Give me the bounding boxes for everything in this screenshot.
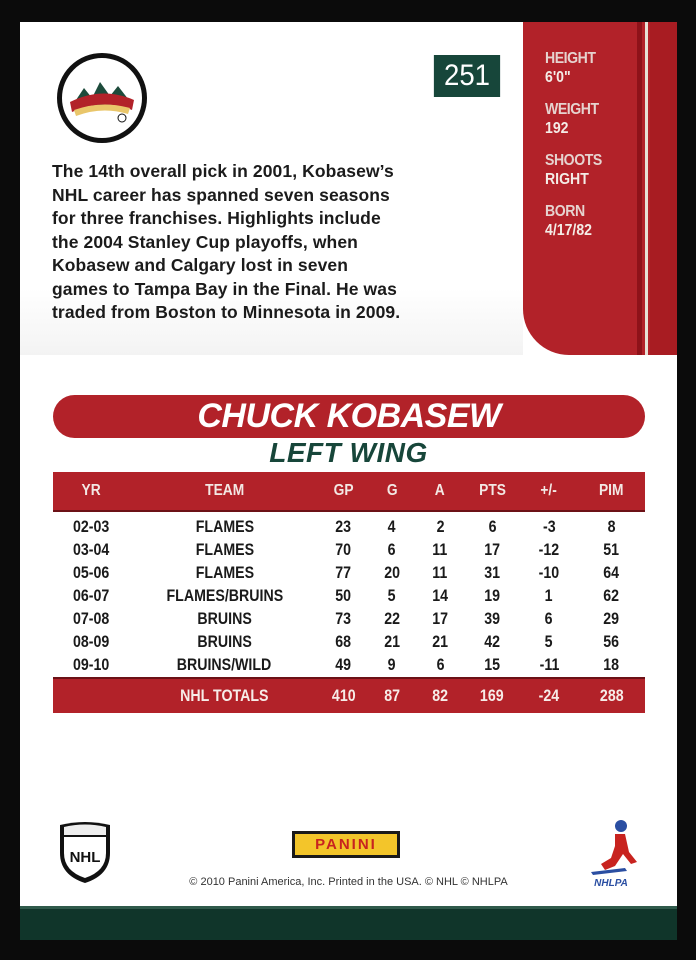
- cell-plus-minus: 6: [545, 610, 553, 628]
- cell-yr: 09-10: [73, 656, 110, 674]
- weight-label: WEIGHT: [545, 101, 599, 118]
- cell-pts: 15: [484, 656, 501, 674]
- svg-text:NHLPA: NHLPA: [594, 878, 628, 889]
- card-back: [20, 22, 677, 940]
- table-row: [53, 654, 645, 678]
- born-value: 4/17/82: [545, 222, 592, 239]
- cell-yr: 03-04: [73, 541, 110, 559]
- cell-team: FLAMES: [195, 541, 254, 559]
- stats-table: [53, 472, 645, 713]
- cell-pim: 29: [603, 610, 620, 628]
- cell-gp: 68: [335, 633, 352, 651]
- born-label: BORN: [545, 203, 585, 220]
- cell-pts: 17: [484, 541, 501, 559]
- cell-a: 17: [432, 610, 449, 628]
- cell-a: 6: [436, 656, 445, 674]
- player-position: LEFT WING: [269, 437, 428, 468]
- table-row: [53, 585, 645, 608]
- cell-a: 11: [432, 541, 448, 559]
- cell-g: 20: [383, 564, 400, 582]
- cell-gp: 77: [335, 564, 352, 582]
- cell-pim: 62: [603, 587, 620, 605]
- stats-header-row: [53, 472, 645, 511]
- player-name: CHUCK KOBASEW: [53, 395, 645, 438]
- table-row: [53, 562, 645, 585]
- cell-yr: 08-09: [73, 633, 110, 651]
- cell-pts: 42: [484, 633, 501, 651]
- cell-g: 4: [387, 518, 396, 536]
- cell-g: 6: [387, 541, 396, 559]
- table-row: [53, 511, 645, 539]
- cell-a: 21: [432, 633, 449, 651]
- table-row: [53, 631, 645, 654]
- cell-yr: 06-07: [73, 587, 110, 605]
- cell-pim: 18: [603, 656, 620, 674]
- header-team: TEAM: [130, 472, 319, 511]
- bio-line: NHL career has spanned seven seasons: [52, 184, 390, 205]
- cell-pim: 56: [603, 633, 620, 651]
- bottom-band: [20, 906, 677, 940]
- cell-team: FLAMES: [195, 518, 254, 536]
- bio-line: traded from Boston to Minnesota in 2009.: [52, 302, 401, 322]
- cell-yr: 07-08: [73, 610, 110, 628]
- vitals-list: [545, 50, 635, 254]
- table-row: [53, 539, 645, 562]
- total-pim: 288: [578, 678, 645, 713]
- cell-gp: 73: [335, 610, 352, 628]
- cell-team: BRUINS/WILD: [177, 656, 272, 674]
- header-pts: PTS: [464, 472, 520, 511]
- cell-plus-minus: -3: [542, 518, 556, 536]
- cell-g: 9: [387, 656, 396, 674]
- total-yr: [53, 678, 130, 713]
- cell-gp: 23: [335, 518, 352, 536]
- header-a: A: [416, 472, 464, 511]
- cell-a: 2: [436, 518, 445, 536]
- copyright-text: © 2010 Panini America, Inc. Printed in the USA. © NHL © NHLPA: [189, 876, 508, 888]
- cell-team: BRUINS: [197, 610, 252, 628]
- bio-line: Kobasew and Calgary lost in seven: [52, 255, 349, 275]
- cell-pim: 8: [607, 518, 616, 536]
- cell-gp: 49: [335, 656, 352, 674]
- total-plus-minus: -24: [520, 678, 578, 713]
- bio-line: the 2004 Stanley Cup playoffs, when: [52, 231, 358, 252]
- header-g: G: [368, 472, 416, 511]
- cell-pim: 51: [603, 541, 620, 559]
- cell-g: 21: [383, 633, 400, 651]
- bio-line: The 14th overall pick in 2001, Kobasew’s: [52, 161, 394, 181]
- panini-logo: PANINI: [292, 831, 400, 858]
- cell-plus-minus: -11: [539, 656, 559, 674]
- table-row: [53, 608, 645, 631]
- cell-g: 5: [387, 587, 396, 605]
- shoots-label: SHOOTS: [545, 152, 602, 169]
- shoots-value: RIGHT: [545, 171, 589, 188]
- cell-pts: 6: [488, 518, 497, 536]
- cell-yr: 05-06: [73, 564, 110, 582]
- cell-pts: 31: [484, 564, 501, 582]
- header-gp: GP: [319, 472, 368, 511]
- card-number: 251: [434, 55, 500, 97]
- cell-a: 14: [432, 587, 449, 605]
- cell-pts: 39: [484, 610, 501, 628]
- svg-text:NHL: NHL: [69, 849, 101, 866]
- vitals-panel: [523, 22, 677, 355]
- bio-text: [52, 160, 492, 325]
- total-pts: 169: [464, 678, 520, 713]
- total-team: NHL TOTALS: [130, 678, 319, 713]
- totals-row: [53, 678, 645, 713]
- height-label: HEIGHT: [545, 50, 596, 67]
- cell-plus-minus: 5: [545, 633, 553, 651]
- bio-line: games to Tampa Bay in the Final. He was: [52, 278, 397, 299]
- header-yr: YR: [53, 472, 130, 511]
- cell-a: 11: [432, 564, 448, 582]
- header-plus-minus: +/-: [520, 472, 578, 511]
- header-pim: PIM: [578, 472, 645, 511]
- total-a: 82: [416, 678, 464, 713]
- cell-pim: 64: [603, 564, 620, 582]
- cell-plus-minus: -10: [538, 564, 560, 582]
- bio-line: for three franchises. Highlights include: [52, 208, 381, 228]
- cell-team: FLAMES/BRUINS: [166, 587, 283, 605]
- minnesota-wild-logo-icon: [57, 53, 147, 143]
- cell-pts: 19: [484, 587, 501, 605]
- height-value: 6'0": [545, 69, 571, 86]
- cell-gp: 70: [335, 541, 352, 559]
- cell-team: BRUINS: [197, 633, 252, 651]
- cell-plus-minus: 1: [545, 587, 553, 605]
- total-gp: 410: [319, 678, 368, 713]
- nhlpa-logo-icon: [585, 818, 641, 890]
- cell-gp: 50: [335, 587, 352, 605]
- weight-value: 192: [545, 120, 569, 137]
- cell-g: 22: [383, 610, 400, 628]
- cell-team: FLAMES: [195, 564, 254, 582]
- total-g: 87: [368, 678, 416, 713]
- cell-yr: 02-03: [73, 518, 110, 536]
- cell-plus-minus: -12: [538, 541, 560, 559]
